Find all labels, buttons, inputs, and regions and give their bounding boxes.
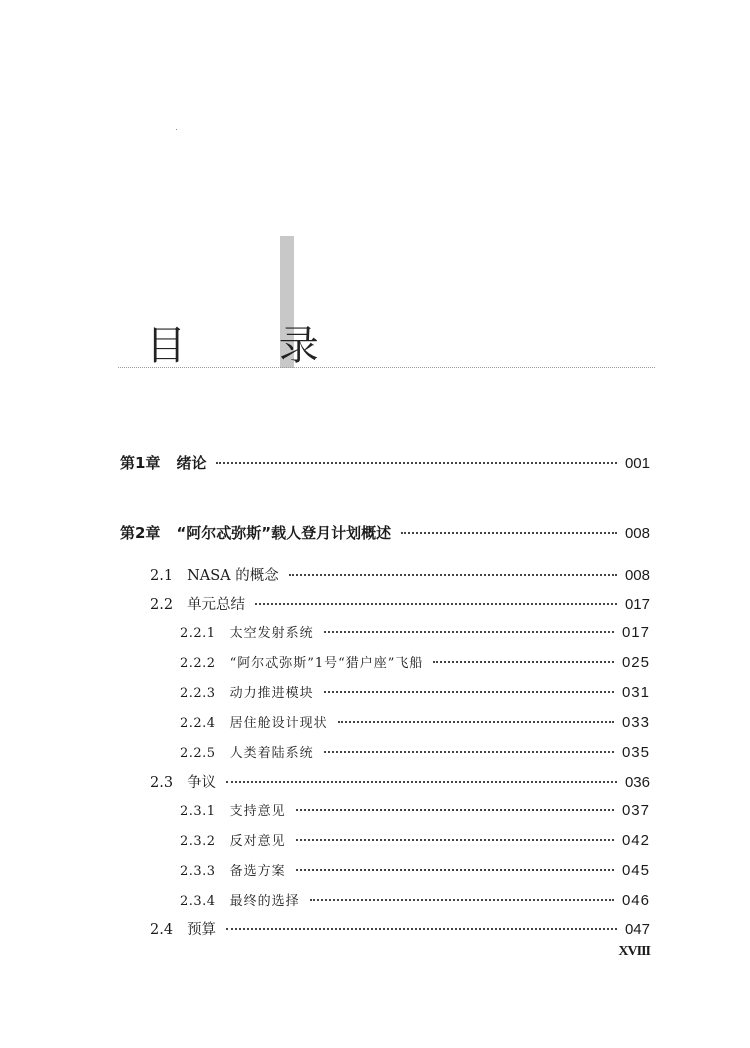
toc-entry-number: 2.3.1 (180, 804, 216, 819)
toc-entry-number: 2.4 (150, 922, 174, 938)
dot-leader (216, 462, 617, 464)
toc-entry-title: 备选方案 (229, 864, 286, 879)
toc-entry-title: 绪论 (176, 454, 207, 472)
toc-entry-number: 第2章 (120, 524, 161, 542)
toc-section-entry[interactable] (180, 890, 650, 909)
toc-entry-number: 2.2.5 (180, 746, 216, 761)
toc-entry-title: NASA 的概念 (187, 568, 279, 584)
dot-leader (310, 899, 614, 901)
dot-leader (324, 751, 614, 753)
toc-section-entry[interactable] (150, 593, 650, 614)
toc-entry-page: 036 (624, 774, 650, 791)
toc-entry-title: 支持意见 (229, 804, 286, 819)
toc-chapter-entry[interactable] (120, 522, 650, 543)
toc-entry-page: 001 (624, 455, 650, 472)
dot-leader (433, 661, 614, 663)
toc-entry-title: “阿尔忒弥斯”1号“猎户座”飞船 (229, 656, 424, 671)
toc-entry-number: 2.2 (150, 597, 174, 613)
toc-section-entry[interactable] (180, 800, 650, 819)
toc-entry-page: 017 (621, 624, 650, 641)
toc-section-entry[interactable] (180, 830, 650, 849)
toc-entry-title: 争议 (187, 775, 217, 791)
dot-leader (296, 809, 614, 811)
toc-entry-page: 035 (621, 744, 650, 761)
toc-entry-number: 2.3.4 (180, 894, 216, 909)
toc-entry-page: 025 (621, 654, 650, 671)
toc-entry-title: 单元总结 (187, 597, 246, 613)
toc-section-entry[interactable] (180, 622, 650, 641)
toc-entry-number: 2.2.3 (180, 686, 216, 701)
speck-mark (176, 129, 177, 130)
toc-section-entry[interactable] (150, 918, 650, 939)
dot-leader (338, 721, 614, 723)
toc-entry-page: 042 (621, 832, 650, 849)
toc-entry-page: 046 (621, 892, 650, 909)
toc-entry-title: 反对意见 (229, 834, 286, 849)
toc-entry-page: 037 (621, 802, 650, 819)
toc-chapter-entry[interactable] (120, 452, 650, 473)
dot-leader (296, 839, 614, 841)
toc-entry-number: 2.3 (150, 775, 174, 791)
dot-leader (324, 631, 614, 633)
dot-leader (324, 691, 614, 693)
dot-leader (296, 869, 614, 871)
toc-entry-number: 第1章 (120, 454, 161, 472)
toc-entry-title: 太空发射系统 (229, 626, 314, 641)
toc-section-entry[interactable] (180, 712, 650, 731)
toc-entry-title: 预算 (187, 922, 217, 938)
page-title: 目 录 (146, 323, 359, 369)
dot-leader (289, 574, 617, 576)
toc-entry-page: 045 (621, 862, 650, 879)
toc-heading-block (118, 236, 658, 376)
toc-entry-number: 2.3.2 (180, 834, 216, 849)
toc-entry-title: 居住舱设计现状 (229, 716, 328, 731)
toc-section-entry[interactable] (180, 742, 650, 761)
toc-entry-page: 047 (624, 921, 650, 938)
toc-entry-title: 人类着陆系统 (229, 746, 314, 761)
dot-leader (255, 603, 617, 605)
toc-entry-number: 2.2.2 (180, 656, 216, 671)
toc-entry-title: 最终的选择 (229, 894, 300, 909)
toc-section-entry[interactable] (180, 860, 650, 879)
toc-entry-number: 2.2.1 (180, 626, 216, 641)
toc-section-entry[interactable] (180, 652, 650, 671)
toc-section-entry[interactable] (180, 682, 650, 701)
dot-leader (226, 928, 617, 930)
dot-leader (401, 532, 617, 534)
heading-divider (118, 367, 655, 368)
toc-entry-number: 2.2.4 (180, 716, 216, 731)
toc-section-entry[interactable] (150, 771, 650, 792)
toc-entry-number: 2.1 (150, 568, 174, 584)
toc-entry-page: 008 (624, 567, 650, 584)
toc-entry-page: 033 (621, 714, 650, 731)
toc-entry-page: 031 (621, 684, 650, 701)
toc-section-entry[interactable] (150, 564, 650, 585)
toc-entry-number: 2.3.3 (180, 864, 216, 879)
toc-entry-title: “阿尔忒弥斯”载人登月计划概述 (176, 524, 392, 542)
toc-entry-page: 008 (624, 525, 650, 542)
toc-entry-title: 动力推进模块 (229, 686, 314, 701)
toc-entry-page: 017 (624, 596, 650, 613)
dot-leader (226, 781, 617, 783)
page-number: XVIII (618, 944, 650, 959)
